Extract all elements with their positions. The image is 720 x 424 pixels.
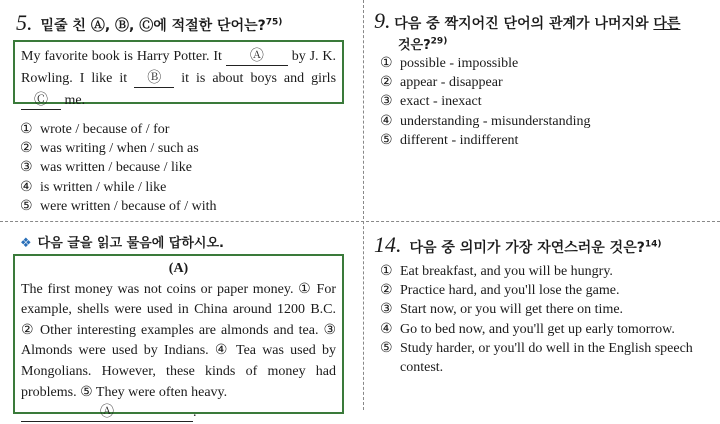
- option-text: is written / while / like: [40, 179, 167, 195]
- option-marker: ①: [380, 264, 393, 279]
- q9-options: [380, 54, 591, 150]
- q5-box-text-1: My favorite book is Harry Potter. It: [21, 49, 222, 64]
- q14-footnote: 14): [644, 239, 662, 250]
- q5-option: [20, 120, 217, 139]
- q9-title-underlined: 다른: [653, 16, 681, 32]
- q9-footnote: 29): [430, 36, 448, 47]
- q5-box-text-4: me.: [64, 93, 86, 108]
- option-marker: ⑤: [20, 198, 33, 214]
- option-text: possible - impossible: [400, 56, 519, 71]
- option-marker: ③: [380, 94, 393, 110]
- q5-blank-a: Ⓐ: [226, 49, 288, 66]
- q9-title-line2: [398, 34, 704, 53]
- q5-blank-c: Ⓒ: [21, 93, 61, 110]
- passage-period: .: [193, 405, 197, 421]
- passage-blank-a: Ⓐ: [21, 405, 193, 422]
- instruction-text: 다음 글을 읽고 물음에 답하시오.: [37, 236, 224, 251]
- q14-header: [374, 232, 662, 258]
- option-text: different - indifferent: [400, 132, 519, 148]
- q5-title: [41, 15, 283, 35]
- passage-box: [13, 254, 344, 421]
- passage-text: The first money was not coins or paper money. ① For example, shells were used in China around 1200 B.C. ② Other interesting examples are almonds and tea. ③ Almonds were used by Indians. ④ Tea was used by Mongolians. However, these kinds of money had problems. ⑤ They were often heavy.: [21, 281, 336, 400]
- q5-header: [16, 10, 282, 36]
- option-marker: ②: [20, 141, 33, 157]
- option-marker: ②: [380, 283, 393, 299]
- q5-footnote: 75): [265, 17, 283, 28]
- option-text: exact - inexact: [400, 94, 482, 110]
- q9-option: [380, 131, 591, 150]
- q14-title: [410, 237, 662, 257]
- option-text: was written / because / like: [40, 160, 193, 176]
- q14-title-text: 다음 중 의미가 가장 자연스러운 것은?: [409, 240, 645, 256]
- reading-instruction: [20, 232, 224, 251]
- q5-option: [20, 139, 217, 158]
- q14-option: [380, 262, 700, 281]
- diamond-bullet-icon: ❖: [20, 236, 32, 251]
- q14-option: [380, 320, 700, 339]
- q9-header: [374, 8, 704, 53]
- q14-number: 14.: [374, 232, 402, 257]
- option-marker: ④: [380, 113, 393, 129]
- row-divider: [0, 221, 720, 222]
- option-text: appear - disappear: [400, 75, 503, 91]
- option-marker: ①: [380, 56, 393, 71]
- option-marker: ③: [20, 160, 33, 176]
- q5-box-text-3: it is about boys and girls: [181, 71, 337, 86]
- q9-title-a: 다음 중 짝지어진 단어의 관계가 나머지와: [394, 16, 649, 32]
- q5-options: [20, 120, 217, 216]
- q5-blank-b: Ⓑ: [134, 71, 174, 88]
- option-text: wrote / because of / for: [40, 122, 170, 137]
- option-marker: ④: [380, 321, 393, 337]
- option-text: Practice hard, and you'll lose the game.: [400, 283, 620, 299]
- q14-options: [380, 262, 700, 377]
- q5-option: [20, 197, 217, 216]
- q9-title: [394, 16, 680, 32]
- passage-body: [21, 280, 336, 404]
- option-marker: ②: [380, 75, 393, 91]
- option-marker: ⑤: [380, 340, 393, 356]
- q14-option: [380, 281, 700, 300]
- q5-number: 5.: [16, 10, 33, 35]
- option-text: Eat breakfast, and you will be hungry.: [400, 264, 613, 279]
- option-text: Go to bed now, and you'll get up early tomorrow.: [400, 321, 675, 337]
- q9-option: [380, 54, 591, 73]
- q14-option: [380, 339, 700, 377]
- option-marker: ④: [20, 179, 33, 195]
- passage-title: (A): [168, 261, 189, 276]
- option-marker: ⑤: [380, 132, 393, 148]
- passage-blank-line: [21, 403, 336, 424]
- q5-box-text-2: by J. K. Rowling. I like it: [21, 49, 336, 86]
- q9-number: 9.: [374, 8, 391, 33]
- q5-sentence-box: [13, 40, 344, 108]
- option-text: Study harder, or you'll do well in the English speech contest.: [400, 340, 693, 376]
- q5-title-text: 밑줄 친 Ⓐ, Ⓑ, Ⓒ에 적절한 단어는?: [40, 18, 266, 34]
- option-text: understanding - misunderstanding: [400, 113, 591, 129]
- option-text: were written / because of / with: [40, 198, 217, 214]
- q9-option: [380, 73, 591, 92]
- q14-option: [380, 300, 700, 319]
- q9-title-b: 것은?: [398, 38, 431, 53]
- q9-option: [380, 112, 591, 131]
- option-marker: ③: [380, 302, 393, 318]
- q5-option: [20, 178, 217, 197]
- column-divider: [363, 0, 364, 410]
- option-text: was writing / when / such as: [40, 141, 199, 157]
- option-text: Start now, or you will get there on time.: [400, 302, 624, 318]
- q9-option: [380, 92, 591, 111]
- option-marker: ①: [20, 122, 33, 137]
- q5-option: [20, 158, 217, 177]
